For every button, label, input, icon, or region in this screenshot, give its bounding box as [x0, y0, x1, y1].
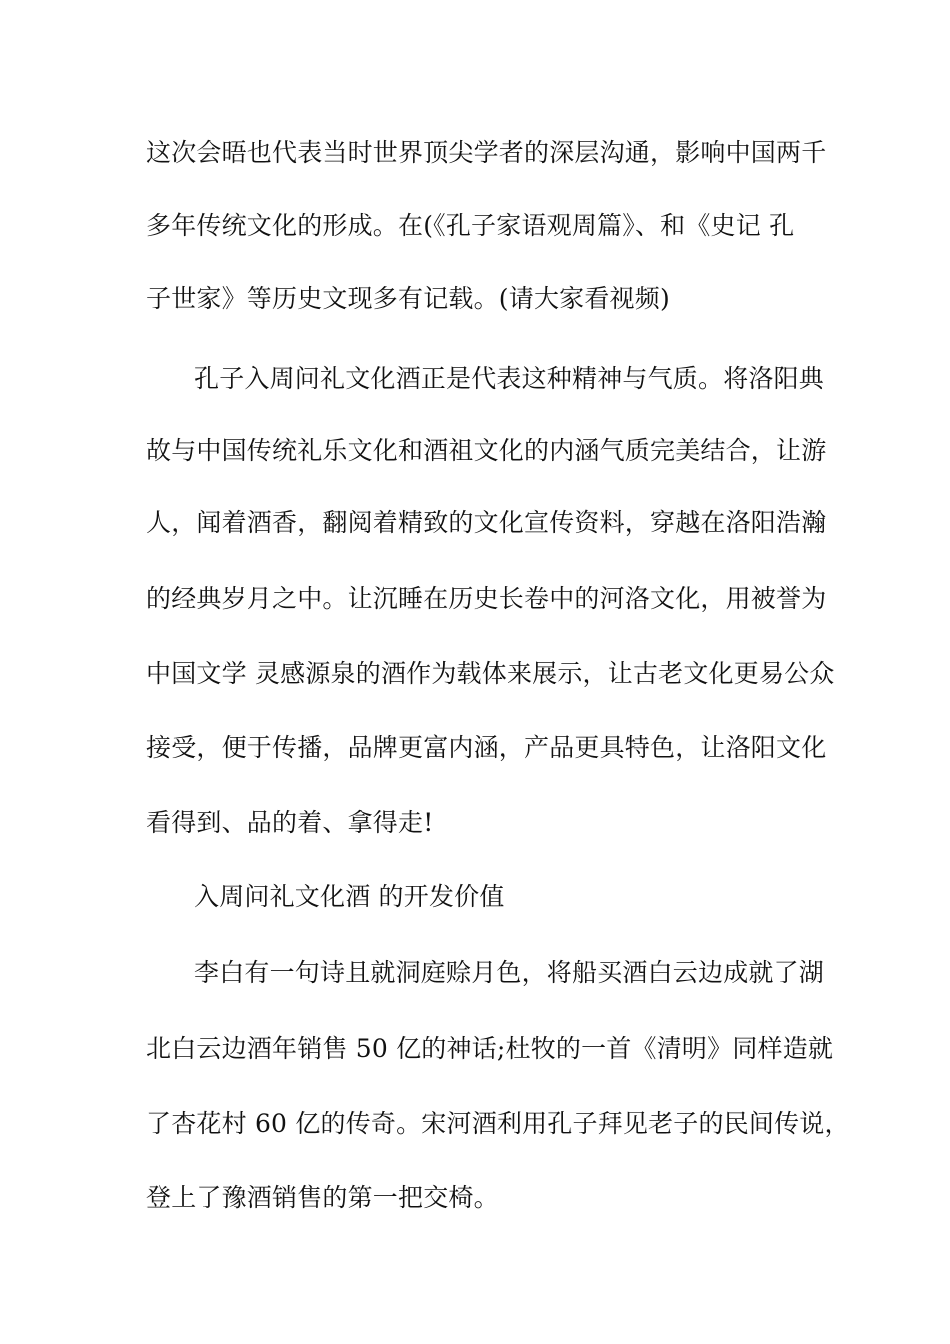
paragraph-start-line: 李白有一句诗且就洞庭赊月色，将船买酒白云边成就了湖	[194, 958, 825, 987]
text-line: 看得到、品的着、拿得走!	[146, 808, 434, 837]
text-line: 接受，便于传播，品牌更富内涵，产品更具特色，让洛阳文化	[146, 733, 827, 762]
text-line: 故与中国传统礼乐文化和酒祖文化的内涵气质完美结合，让游	[146, 436, 827, 465]
section-heading: 入周问礼文化酒 的开发价值	[194, 882, 505, 911]
text-line: 了杏花村 60 亿的传奇。宋河酒利用孔子拜见老子的民间传说，	[146, 1109, 850, 1138]
text-line: 登上了豫酒销售的第一把交椅。	[146, 1183, 499, 1212]
text-line: 的经典岁月之中。让沉睡在历史长卷中的河洛文化，用被誉为	[146, 584, 827, 613]
paragraph-start-line: 孔子入周问礼文化酒正是代表这种精神与气质。将洛阳典	[194, 364, 825, 393]
text-line: 子世家》等历史文现多有记载。(请大家看视频)	[146, 284, 670, 313]
text-line: 人，闻着酒香，翻阅着精致的文化宣传资料，穿越在洛阳浩瀚	[146, 508, 827, 537]
text-line: 北白云边酒年销售 50 亿的神话;杜牧的一首《清明》同样造就	[146, 1034, 834, 1063]
text-line: 中国文学 灵感源泉的酒作为载体来展示，让古老文化更易公众	[146, 659, 835, 688]
text-line: 多年传统文化的形成。在(《孔子家语观周篇》、和《史记 孔	[146, 211, 795, 240]
text-line: 这次会晤也代表当时世界顶尖学者的深层沟通，影响中国两千	[146, 138, 827, 167]
